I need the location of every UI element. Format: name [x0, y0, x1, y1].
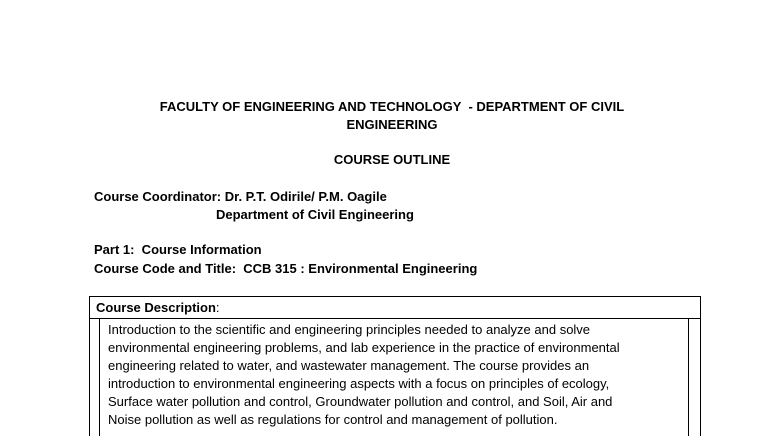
course-coordinator: Course Coordinator: Dr. P.T. Odirile/ P.M. Oagile [94, 189, 387, 204]
course-description-colon: : [215, 300, 220, 315]
faculty-heading [80, 98, 704, 134]
description-line: Noise pollution as well as regulations for control and management of pollution. [108, 412, 558, 427]
description-line: environmental engineering problems, and lab experience in the practice of environmental [108, 340, 620, 355]
course-description-cell [99, 319, 689, 436]
faculty-heading-line-1: FACULTY OF ENGINEERING AND TECHNOLOGY - DEPARTMENT OF CIVIL [159, 99, 625, 114]
description-line: Surface water pollution and control, Groundwater pollution and control, and Soil, Air and [108, 394, 613, 409]
course-description-text [100, 319, 688, 429]
description-line: introduction to environmental engineering aspects with a focus on principles of ecology, [108, 376, 610, 391]
course-outline-title: COURSE OUTLINE [333, 152, 451, 167]
course-description-table [89, 296, 701, 436]
course-description-header [90, 297, 700, 319]
coordinator-department: Department of Civil Engineering [216, 207, 414, 222]
course-code-title: Course Code and Title: CCB 315 : Environmental Engineering [94, 261, 478, 276]
description-line: Introduction to the scientific and engineering principles needed to analyze and solve [108, 322, 591, 337]
faculty-heading-line-2: ENGINEERING [346, 117, 438, 132]
description-line: engineering related to water, and wastewater management. The course provides an [108, 358, 590, 373]
course-description-label: Course Description [96, 300, 216, 315]
part-1-heading: Part 1: Course Information [94, 242, 262, 257]
